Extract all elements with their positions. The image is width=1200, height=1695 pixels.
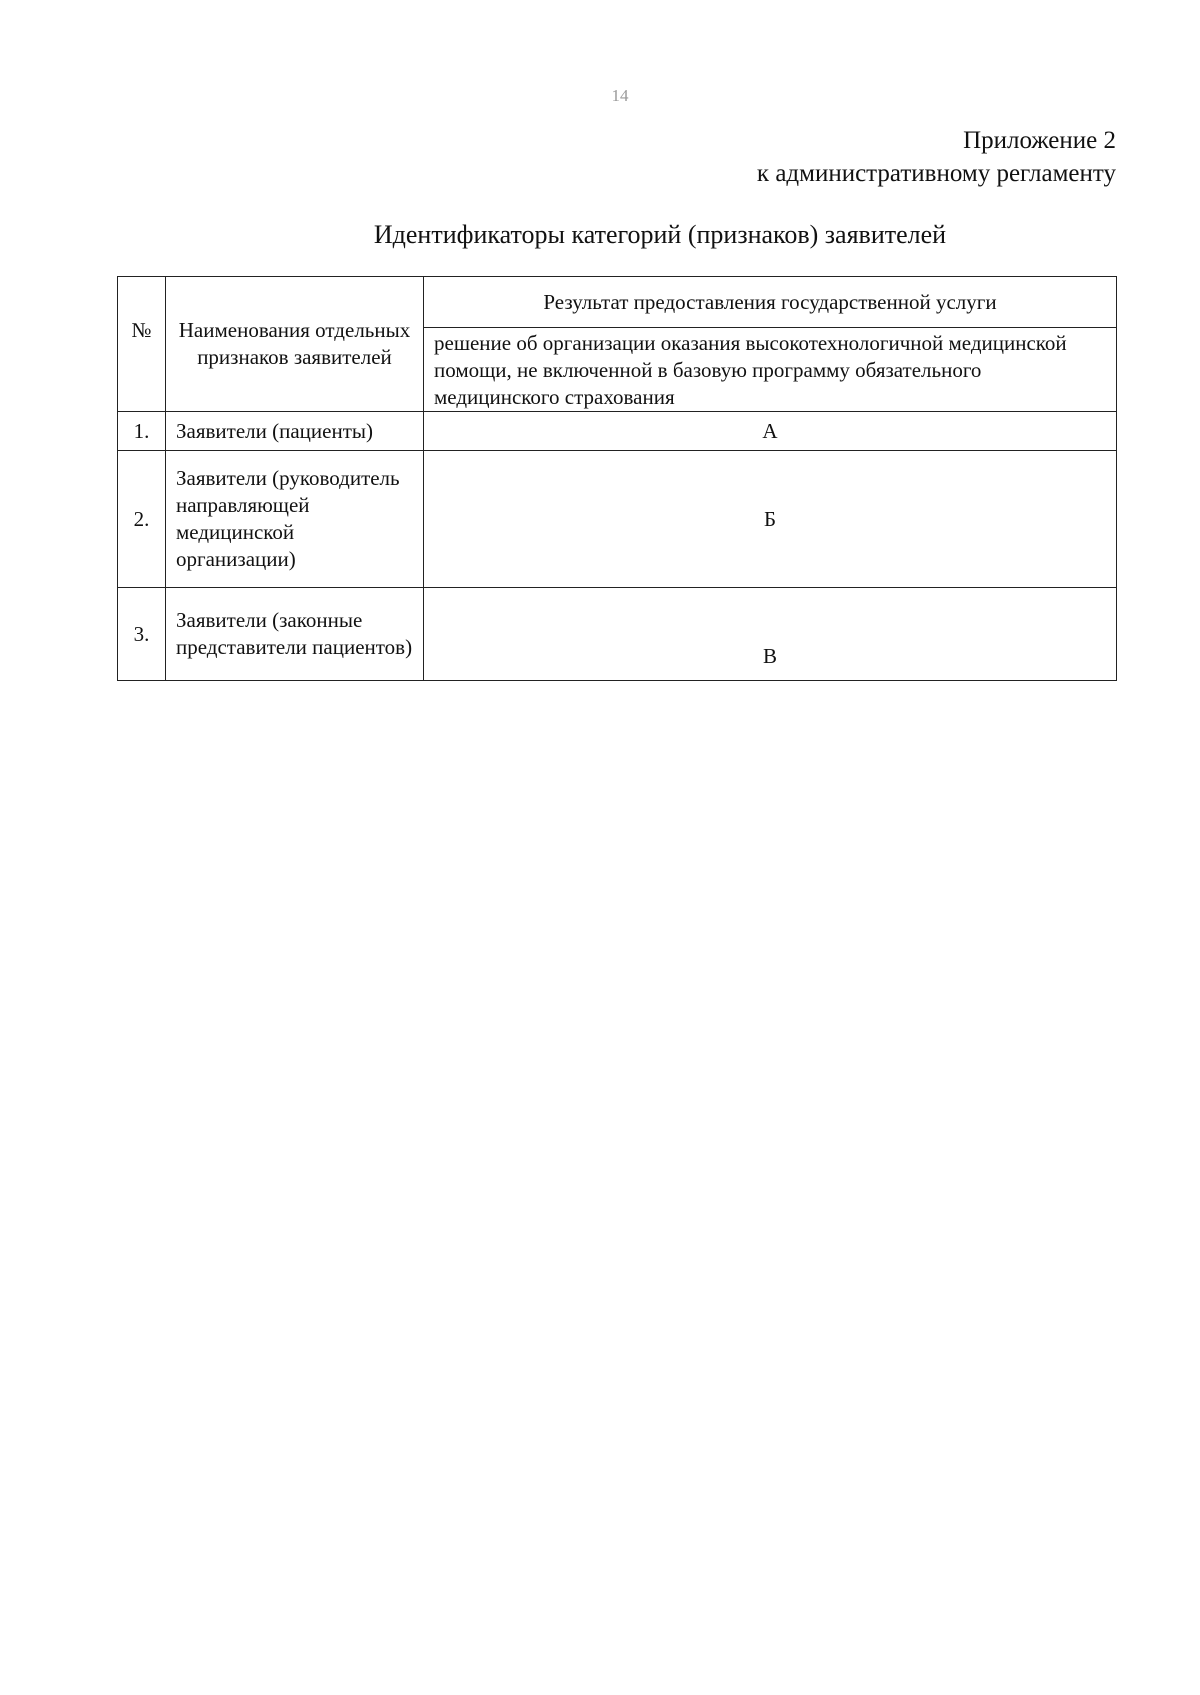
table-row: [118, 412, 1117, 451]
header-service-result: Результат предоставления государственной услуги: [424, 277, 1117, 328]
row-applicant-feature: Заявители (руководитель направляющей медицинской организации): [166, 451, 424, 588]
row-number: 2.: [118, 451, 166, 588]
appendix-subtitle: к административному регламенту: [756, 160, 1116, 187]
row-identifier: Б: [424, 451, 1117, 588]
identifiers-table: [117, 276, 1117, 681]
header-number: №: [118, 277, 166, 412]
header-result-description: решение об организации оказания высокотехнологичной медицинской помощи, не включенной в базовую программу обязательного медицинского страхования: [424, 328, 1117, 412]
row-applicant-feature: Заявители (законные представители пациентов): [166, 588, 424, 681]
appendix-heading: [757, 124, 1116, 190]
document-title: Идентификаторы категорий (признаков) заявителей: [373, 220, 947, 249]
row-identifier: В: [424, 588, 1117, 681]
row-applicant-feature: Заявители (пациенты): [166, 412, 424, 451]
table-row: [118, 451, 1117, 588]
table-row: [118, 588, 1117, 681]
page-number: 14: [611, 86, 629, 105]
table-header-row: [118, 277, 1117, 328]
row-identifier: А: [424, 412, 1117, 451]
row-number: 3.: [118, 588, 166, 681]
appendix-title: Приложение 2: [963, 127, 1116, 154]
header-applicant-features: Наименования отдельных признаков заявителей: [166, 277, 424, 412]
row-number: 1.: [118, 412, 166, 451]
